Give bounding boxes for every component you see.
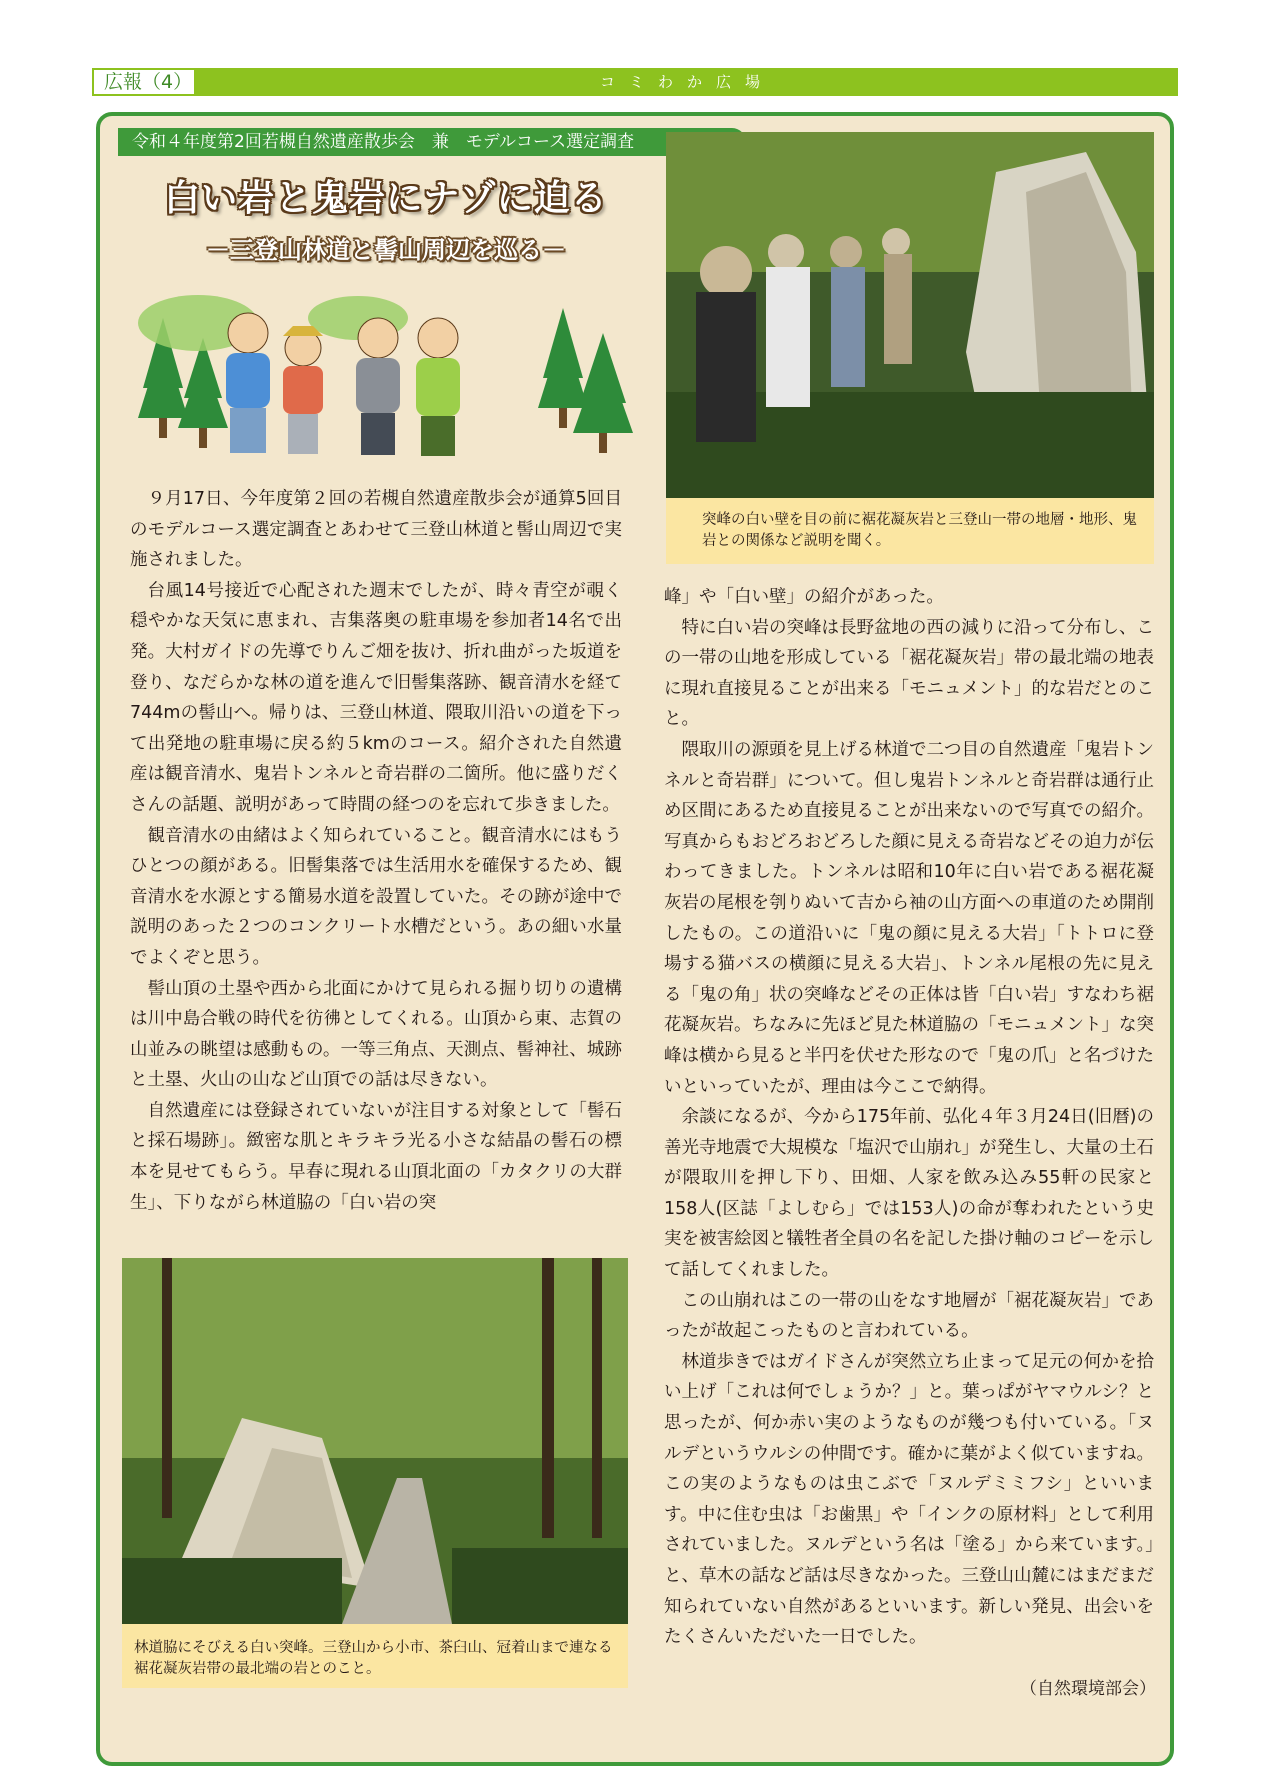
tree-icon — [178, 338, 228, 448]
article-body-left — [130, 484, 622, 1218]
header-bar — [92, 68, 1178, 96]
newsletter-title: コミわか広場 — [599, 73, 774, 91]
article-title: 白い岩と鬼岩にナゾに迫る — [164, 178, 608, 219]
hiker-figure — [283, 326, 323, 454]
paragraph: ９月17日、今年度第２回の若槻自然遺産散歩会が通算5回目のモデルコース選定調査とあわせて三登山林道と髻山周辺で実施されました。 — [130, 489, 622, 571]
paragraph: 隈取川の源頭を見上げる林道で二つ目の自然遺産「鬼岩トンネルと奇岩群」について。但し鬼岩トンネルと奇岩群は通行止め区間にあるため直接見ることが出来ないので写真での紹介。写真からもおどろおどろした顔に見える奇岩などその迫力が伝わってきました。トンネルは昭和10年に白い岩である裾花凝灰岩の尾根を刳りぬいて吉から袖の山方面への車道のため開削したもの。この道沿いに「鬼の顔に見える大岩」「トトロに登場する猫バスの横顔に見える大岩」、トンネル尾根の先に見える「鬼の角」状の突峰などその正体は皆「白い岩」すなわち裾花凝灰岩。ちなみに先ほど見た林道脇の「モニュメント」な突峰は横から見ると半円を伏せた形なので「鬼の爪」と名づけたいといっていたが、理由は今ここで納得。 — [664, 739, 1154, 1097]
tree-icon — [538, 308, 588, 428]
event-tag: 令和４年度第2回若槻自然遺産散歩会 兼 モデルコース選定調査 — [118, 128, 746, 156]
photo-hikers-at-white-wall — [666, 132, 1154, 498]
paragraph: 髻山頂の土塁や西から北面にかけて見られる掘り切りの遺構は川中島合戦の時代を彷彿としてくれる。山頂から東、志賀の山並みの眺望は感動もの。一等三角点、天測点、髻神社、城跡と土塁、火山の山など山頂での話は尽きない。 — [130, 978, 622, 1091]
paragraph: この山崩れはこの一帯の山をなす地層が「裾花凝灰岩」であったが故起こったものと言われている。 — [664, 1290, 1154, 1342]
hiker-figure — [356, 318, 400, 455]
photo-white-peak-forest-road — [122, 1258, 628, 1624]
article-subtitle: －三登山林道と髻山周辺を巡る－ — [206, 236, 566, 264]
article-body-right — [664, 582, 1154, 1653]
paragraph: 台風14号接近で心配された週末でしたが、時々青空が覗く穏やかな天気に恵まれ、吉集落奥の駐車場を参加者14名で出発。大村ガイドの先導でりんご畑を抜け、折れ曲がった坂道を登り、なだらかな林の道を進んで旧髻集落跡、観音清水を経て744mの髻山へ。帰りは、三登山林道、隈取川沿いの道を下って出発地の駐車場に戻る約５kmのコース。紹介された自然遺産は観音清水、鬼岩トンネルと奇岩群の二箇所。他に盛りだくさんの話題、説明があって時間の経つのを忘れて歩きました。 — [130, 580, 622, 815]
hiker-figure — [416, 318, 460, 456]
author-signature: （自然環境部会） — [1020, 1679, 1156, 1699]
paragraph: 自然遺産には登録されていないが注目する対象として「髻石と採石場跡」。緻密な肌とキラキラ光る小さな結晶の髻石の標本を見せてもらう。早春に現れる山頂北面の「カタクリの大群生」、下りながら林道脇の「白い岩の突 — [130, 1100, 622, 1213]
photo-caption-bottom: 林道脇にそびえる白い突峰。三登山から小市、茶臼山、冠着山まで連なる裾花凝灰岩帯の最北端の岩とのこと。 — [122, 1624, 628, 1688]
paragraph: 特に白い岩の突峰は長野盆地の西の減りに沿って分布し、この一帯の山地を形成している「裾花凝灰岩」帯の最北端の地表に現れ直接見ることが出来る「モニュメント」的な岩だとのこと。 — [664, 617, 1154, 730]
hiker-figure — [226, 313, 270, 453]
hikers-illustration — [118, 278, 638, 468]
paragraph: 林道歩きではガイドさんが突然立ち止まって足元の何かを拾い上げ「これは何でしょうか？」と。葉っぱがヤマウルシ？と思ったが、何か赤い実のようなものが幾つも付いている。「ヌルデというウルシの仲間です。確かに葉がよく似ていますね。この実のようなものは虫こぶで「ヌルデミミフシ」といいます。中に住む虫は「お歯黒」や「インクの原材料」として利用されていました。ヌルデという名は「塗る」から来ています。」と、草木の話など話は尽きなかった。三登山山麓にはまだまだ知られていない自然があるといいます。新しい発見、出会いをたくさんいただいた一日でした。 — [664, 1351, 1154, 1648]
paragraph: 峰」や「白い壁」の紹介があった。 — [664, 587, 944, 607]
page-label: 広報（4） — [92, 68, 196, 96]
photo-caption-top: 突峰の白い壁を目の前に裾花凝灰岩と三登山一帯の地層・地形、鬼岩との関係など説明を聞く。 — [666, 498, 1154, 564]
paragraph: 観音清水の由緒はよく知られていること。観音清水にはもうひとつの顔がある。旧髻集落では生活用水を確保するため、観音清水を水源とする簡易水道を設置していた。その跡が途中で説明のあった２つのコンクリート水槽だという。あの細い水量でよくぞと思う。 — [130, 825, 622, 968]
paragraph: 余談になるが、今から175年前、弘化４年３月24日(旧暦)の善光寺地震で大規模な「塩沢で山崩れ」が発生し、大量の土石が隈取川を押し下り、田畑、人家を飲み込み55軒の民家と158人(区誌「よしむら」では153人)の命が奪われたという史実を被害絵図と犠牲者全員の名を記した掛け軸のコピーを示して話してくれました。 — [664, 1107, 1154, 1281]
